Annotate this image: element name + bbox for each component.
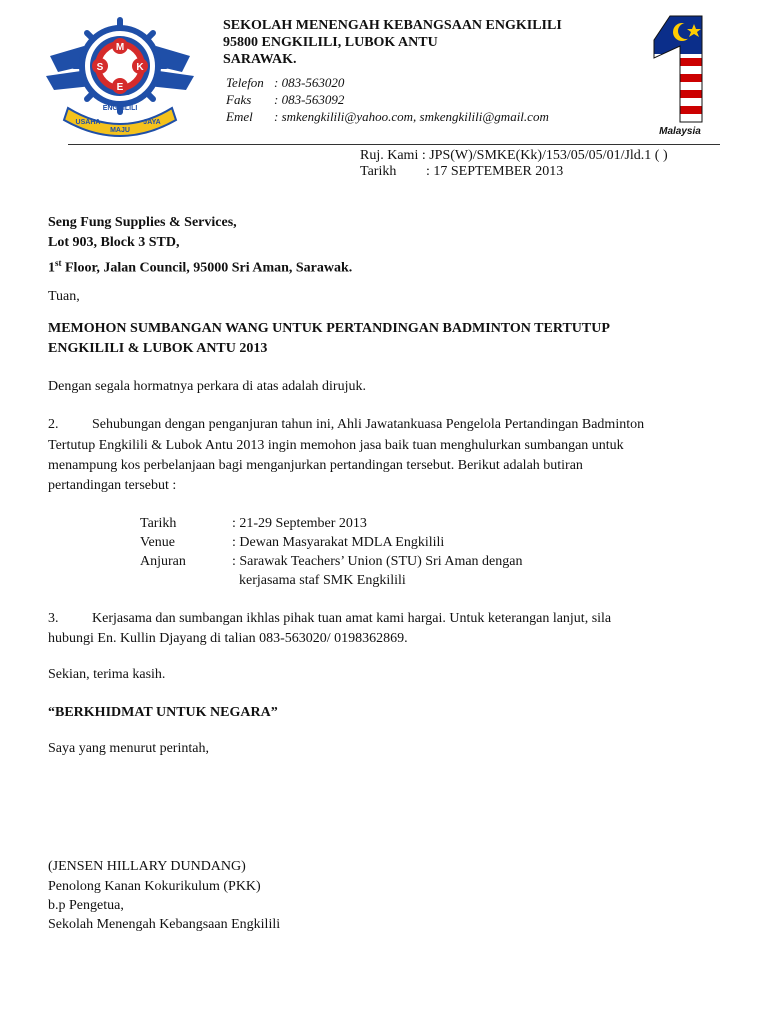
paragraph-2-line-1: Sehubungan dengan penganjuran tahun ini, Ahli Jawatankuasa Pengelola Pertandingan Badminton (92, 417, 645, 432)
logo-letter-k: K (136, 62, 144, 73)
motto: “BERKHIDMAT UNTUK NEGARA” (48, 705, 278, 720)
paragraph-2-line-4: pertandingan tersebut : (48, 478, 177, 493)
contact-phone (226, 74, 344, 91)
signatory-on-behalf: b.p Pengetua, (48, 898, 124, 913)
contact-phone-value: : 083-563020 (274, 75, 345, 90)
reference-date (360, 163, 563, 181)
contact-fax (226, 91, 344, 108)
subject-line-2: ENGKILILI & LUBOK ANTU 2013 (48, 341, 268, 356)
school-logo (44, 12, 196, 140)
detail-key: Anjuran (140, 554, 186, 569)
contact-fax-label: Faks (226, 92, 252, 107)
recipient-line-2: Lot 903, Block 3 STD, (48, 235, 180, 250)
signatory-school: Sekolah Menengah Kebangsaan Engkilili (48, 917, 281, 932)
header-divider (68, 144, 720, 145)
malaysia-logo-number: 1 (640, 10, 641, 11)
salutation: Tuan, (48, 289, 80, 304)
opening-sentence: Dengan segala hormatnya perkara di atas adalah dirujuk. (48, 379, 366, 394)
school-address: 95800 ENGKILILI, LUBOK ANTU (223, 35, 438, 50)
ruj-label: Ruj. Kami (360, 148, 419, 163)
tarikh-value: : 17 SEPTEMBER 2013 (426, 164, 564, 179)
paragraph-3-number: 3. (48, 611, 59, 626)
subject-line-1: MEMOHON SUMBANGAN WANG UNTUK PERTANDINGAN BADMINTON TERTUTUP (48, 321, 610, 336)
paragraph-2-line-2: Tertutup Engkilili & Lubok Antu 2013 ingin memohon jasa baik tuan menghulurkan sumbangan untuk (48, 438, 624, 453)
contact-email (226, 108, 549, 125)
logo-letter-m: M (115, 42, 125, 53)
malaysia-logo (640, 10, 720, 138)
detail-key: Venue (140, 535, 175, 550)
detail-value: kerjasama staf SMK Engkilili (232, 573, 406, 588)
recipient-street: Floor, Jalan Council, 95000 Sri Aman, Sarawak. (61, 260, 353, 276)
logo-motto-3: JAYA (143, 119, 161, 126)
recipient-floor-number: 1 (48, 260, 55, 276)
logo-motto-2: MAJU (110, 127, 130, 134)
tarikh-label: Tarikh (360, 164, 397, 179)
paragraph-2-line-3: menampung kos perbelanjaan bagi menganjurkan pertandingan tersebut. Berikut adalah butiran (48, 458, 583, 473)
logo-letter-e: E (116, 82, 124, 93)
paragraph-3-line-1: Kerjasama dan sumbangan ikhlas pihak tuan amat kami hargai. Untuk keterangan lanjut, sila (92, 611, 612, 626)
school-name: SEKOLAH MENENGAH KEBANGSAAN ENGKILILI (223, 18, 562, 33)
detail-value: : Dewan Masyarakat MDLA Engkilili (232, 535, 445, 550)
contact-email-value: : smkengkilili@yahoo.com, smkengkilili@gmail.com (274, 109, 549, 124)
detail-key: Tarikh (140, 516, 177, 531)
malaysia-logo-text: Malaysia (659, 126, 701, 137)
recipient-line-3 (48, 254, 352, 278)
event-details (140, 514, 570, 590)
contact-phone-label: Telefon (226, 75, 264, 90)
school-state: SARAWAK. (223, 52, 297, 67)
logo-letter-s: S (96, 62, 104, 73)
yours-faithfully: Saya yang menurut perintah, (48, 741, 209, 756)
detail-value: : 21-29 September 2013 (232, 516, 367, 531)
paragraph-2-number: 2. (48, 417, 59, 432)
contact-fax-value: : 083-563092 (274, 92, 345, 107)
closing: Sekian, terima kasih. (48, 667, 166, 682)
paragraph-3-line-2: hubungi En. Kullin Djayang di talian 083-563020/ 0198362869. (48, 631, 408, 646)
recipient-line-1: Seng Fung Supplies & Services, (48, 215, 237, 230)
signatory-title: Penolong Kanan Kokurikulum (PKK) (48, 879, 261, 894)
signatory-name: (JENSEN HILLARY DUNDANG) (48, 859, 246, 874)
detail-value: : Sarawak Teachers’ Union (STU) Sri Aman dengan (232, 554, 523, 569)
ruj-value: : JPS(W)/SMKE(Kk)/153/05/05/01/Jld.1 ( ) (421, 148, 668, 163)
contact-email-label: Emel (226, 109, 253, 124)
logo-motto-1: USAHA (75, 119, 101, 126)
recipient-floor-suffix: st (55, 258, 62, 268)
logo-place-text: ENGKILILI (102, 105, 138, 112)
